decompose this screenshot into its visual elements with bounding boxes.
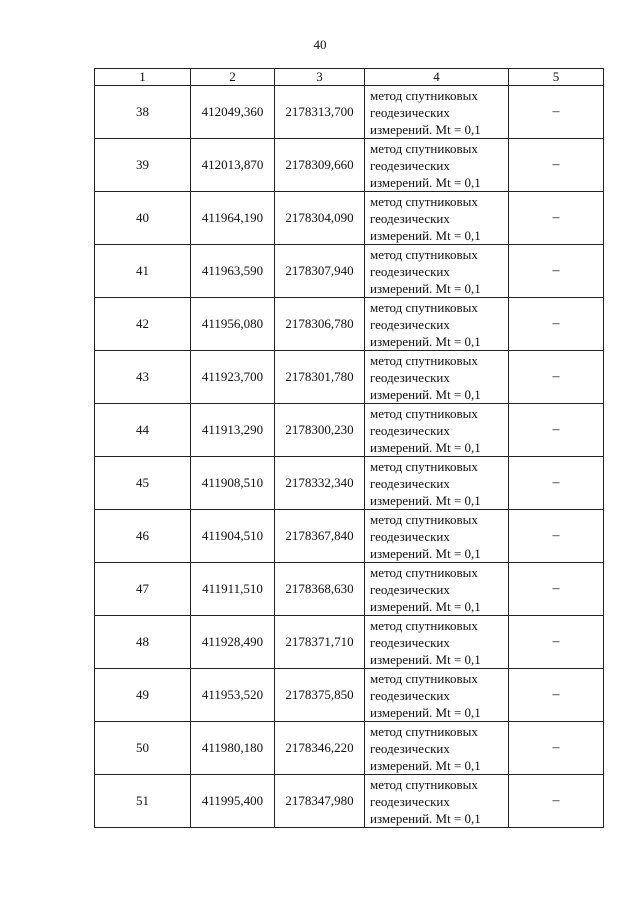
- y-coordinate-cell: 2178300,230: [275, 404, 365, 457]
- x-coordinate-cell: 411963,590: [191, 245, 275, 298]
- point-number-cell: 45: [95, 457, 191, 510]
- column-header: 5: [509, 69, 604, 86]
- method-cell: метод спутниковых геодезических измерений. Mt = 0,1: [365, 245, 509, 298]
- table-row: [95, 669, 604, 722]
- note-cell: –: [509, 563, 604, 616]
- table-row: [95, 404, 604, 457]
- y-coordinate-cell: 2178375,850: [275, 669, 365, 722]
- coordinates-table: [94, 68, 604, 828]
- x-coordinate-cell: 412013,870: [191, 139, 275, 192]
- point-number-cell: 51: [95, 775, 191, 828]
- point-number-cell: 42: [95, 298, 191, 351]
- note-cell: –: [509, 510, 604, 563]
- y-coordinate-cell: 2178307,940: [275, 245, 365, 298]
- table-row: [95, 510, 604, 563]
- column-header: 4: [365, 69, 509, 86]
- y-coordinate-cell: 2178347,980: [275, 775, 365, 828]
- y-coordinate-cell: 2178313,700: [275, 86, 365, 139]
- x-coordinate-cell: 411913,290: [191, 404, 275, 457]
- point-number-cell: 50: [95, 722, 191, 775]
- method-cell: метод спутниковых геодезических измерений. Mt = 0,1: [365, 457, 509, 510]
- note-cell: –: [509, 139, 604, 192]
- point-number-cell: 44: [95, 404, 191, 457]
- note-cell: –: [509, 351, 604, 404]
- x-coordinate-cell: 411995,400: [191, 775, 275, 828]
- method-cell: метод спутниковых геодезических измерений. Mt = 0,1: [365, 404, 509, 457]
- note-cell: –: [509, 616, 604, 669]
- page-number: 40: [313, 37, 327, 52]
- table-row: [95, 351, 604, 404]
- note-cell: –: [509, 457, 604, 510]
- method-cell: метод спутниковых геодезических измерений. Mt = 0,1: [365, 298, 509, 351]
- point-number-cell: 40: [95, 192, 191, 245]
- y-coordinate-cell: 2178301,780: [275, 351, 365, 404]
- note-cell: –: [509, 192, 604, 245]
- note-cell: –: [509, 404, 604, 457]
- point-number-cell: 48: [95, 616, 191, 669]
- note-cell: –: [509, 722, 604, 775]
- table-row: [95, 192, 604, 245]
- point-number-cell: 49: [95, 669, 191, 722]
- x-coordinate-cell: 411956,080: [191, 298, 275, 351]
- table-row: [95, 139, 604, 192]
- y-coordinate-cell: 2178332,340: [275, 457, 365, 510]
- y-coordinate-cell: 2178309,660: [275, 139, 365, 192]
- note-cell: –: [509, 86, 604, 139]
- table-row: [95, 775, 604, 828]
- header-row: [95, 69, 604, 86]
- point-number-cell: 47: [95, 563, 191, 616]
- y-coordinate-cell: 2178367,840: [275, 510, 365, 563]
- method-cell: метод спутниковых геодезических измерений. Mt = 0,1: [365, 351, 509, 404]
- x-coordinate-cell: 411980,180: [191, 722, 275, 775]
- column-header: 2: [191, 69, 275, 86]
- x-coordinate-cell: 411964,190: [191, 192, 275, 245]
- y-coordinate-cell: 2178368,630: [275, 563, 365, 616]
- table-header: [95, 69, 604, 86]
- method-cell: метод спутниковых геодезических измерений. Mt = 0,1: [365, 722, 509, 775]
- method-cell: метод спутниковых геодезических измерений. Mt = 0,1: [365, 669, 509, 722]
- point-number-cell: 43: [95, 351, 191, 404]
- method-cell: метод спутниковых геодезических измерений. Mt = 0,1: [365, 510, 509, 563]
- table-body: [95, 86, 604, 828]
- method-cell: метод спутниковых геодезических измерений. Mt = 0,1: [365, 86, 509, 139]
- y-coordinate-cell: 2178371,710: [275, 616, 365, 669]
- x-coordinate-cell: 411928,490: [191, 616, 275, 669]
- table-row: [95, 616, 604, 669]
- y-coordinate-cell: 2178306,780: [275, 298, 365, 351]
- method-cell: метод спутниковых геодезических измерений. Mt = 0,1: [365, 775, 509, 828]
- column-header: 3: [275, 69, 365, 86]
- y-coordinate-cell: 2178346,220: [275, 722, 365, 775]
- x-coordinate-cell: 412049,360: [191, 86, 275, 139]
- table-row: [95, 457, 604, 510]
- method-cell: метод спутниковых геодезических измерений. Mt = 0,1: [365, 563, 509, 616]
- table-row: [95, 245, 604, 298]
- x-coordinate-cell: 411908,510: [191, 457, 275, 510]
- method-cell: метод спутниковых геодезических измерений. Mt = 0,1: [365, 616, 509, 669]
- note-cell: –: [509, 245, 604, 298]
- note-cell: –: [509, 669, 604, 722]
- table-row: [95, 298, 604, 351]
- x-coordinate-cell: 411953,520: [191, 669, 275, 722]
- point-number-cell: 38: [95, 86, 191, 139]
- method-cell: метод спутниковых геодезических измерений. Mt = 0,1: [365, 192, 509, 245]
- x-coordinate-cell: 411911,510: [191, 563, 275, 616]
- x-coordinate-cell: 411923,700: [191, 351, 275, 404]
- note-cell: –: [509, 298, 604, 351]
- note-cell: –: [509, 775, 604, 828]
- point-number-cell: 46: [95, 510, 191, 563]
- table-row: [95, 563, 604, 616]
- point-number-cell: 39: [95, 139, 191, 192]
- x-coordinate-cell: 411904,510: [191, 510, 275, 563]
- y-coordinate-cell: 2178304,090: [275, 192, 365, 245]
- table-row: [95, 86, 604, 139]
- table-row: [95, 722, 604, 775]
- column-header: 1: [95, 69, 191, 86]
- point-number-cell: 41: [95, 245, 191, 298]
- method-cell: метод спутниковых геодезических измерений. Mt = 0,1: [365, 139, 509, 192]
